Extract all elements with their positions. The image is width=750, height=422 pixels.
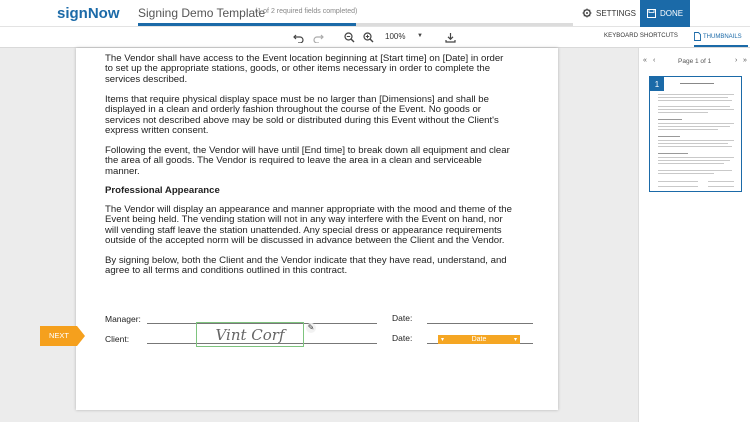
document-icon [694,32,701,41]
zoom-out-button[interactable] [342,30,356,45]
zoom-out-icon [344,32,355,43]
thumbnail-text-line [658,186,698,187]
date-field-label: Date [471,336,487,343]
next-field-button[interactable] [40,326,85,346]
done-label: DONE [659,9,684,18]
thumbnail-text-line [658,143,728,144]
section-heading: Professional Appearance [105,185,220,196]
thumbnail-text-line [658,173,714,174]
gear-icon [582,8,592,18]
client-label: Client: [105,334,130,344]
done-button[interactable] [640,0,690,27]
thumbnail-text-line [658,123,734,124]
manager-label: Manager: [105,314,141,324]
thumbnail-text-line [658,106,730,107]
thumbnail-text-line [658,97,728,98]
undo-icon [293,33,304,43]
zoom-in-icon [363,32,374,43]
client-signature-field[interactable]: Vint Corf [196,322,304,347]
paragraph-agreement: By signing below, both the Client and the Vendor indicate that they have read, understand, and agree to all terms and conditions outlined in this contract. [105,255,507,277]
thumbnails-tab[interactable] [694,32,742,41]
settings-button[interactable] [582,8,636,18]
thumbnail-text-line [708,186,734,187]
redo-button[interactable] [311,30,325,45]
manager-date-line [427,323,533,324]
thumbnail-text-line [658,126,730,127]
page-indicator: Page 1 of 1 [678,58,712,65]
next-label: NEXT [48,331,69,340]
thumbnail-text-line [658,136,680,137]
progress-bar [138,23,573,26]
paragraph-setup: The Vendor shall have access to the Event location beginning at [Start time] on [Date] in order to set up the appropriate stations, goods, or other items necessary in order to complete the services described. [105,53,504,85]
thumbnail-text-line [708,181,734,182]
thumbnail-text-line [658,94,734,95]
thumbnail-text-line [680,83,714,84]
date-label-manager: Date: [392,313,413,323]
thumbnail-text-line [658,100,732,101]
field-handle-right-icon: ▾ [513,337,517,343]
download-button[interactable] [443,30,457,45]
first-page-icon[interactable]: « [643,57,647,64]
page-thumbnail[interactable] [649,76,742,192]
progress-bar-fill [138,23,356,26]
save-icon [647,9,656,18]
thumbnail-text-line [658,140,734,141]
last-page-icon[interactable]: » [743,57,747,64]
thumbnails-label: THUMBNAILS [703,33,742,40]
signnow-logo[interactable]: signNow [57,5,120,22]
page-navigation [639,57,750,67]
thumbnail-text-line [658,112,708,113]
edit-signature-icon[interactable]: ✎ [307,323,315,332]
next-page-icon[interactable]: › [735,57,738,64]
thumbnail-text-line [658,153,688,154]
required-fields-progress: (1 of 2 required fields completed) [255,8,358,15]
thumbnail-page-number: 1 [650,77,664,91]
thumbnail-text-line [658,163,724,164]
date-label-client: Date: [392,333,413,343]
thumbnail-text-line [658,170,732,171]
top-bar [0,0,750,27]
thumbnail-text-line [658,129,718,130]
download-icon [445,32,456,43]
paragraph-breakdown: Following the event, the Vendor will have until [End time] to break down all equipment and clear the area of all goods. The Vendor is required to leave the area in a clean and serviceable manner. [105,145,510,177]
document-title: Signing Demo Template [138,6,266,20]
thumbnails-panel [638,48,750,422]
toolbar [0,27,750,48]
paragraph-appearance: The Vendor will display an appearance and manner appropriate with the mood and theme of the Event being held. The vending station will not in any way interfere with the Event on hand, nor will vending staff leave the station unattended. Any special dress or appearance requirements outside of the accepted norm will be discussed in advance between the Client and the Vendor. [105,204,512,247]
date-input-field[interactable] [438,335,520,344]
undo-button[interactable] [291,30,305,45]
zoom-level[interactable]: 100% [385,32,406,41]
thumbnail-text-line [658,109,734,110]
zoom-in-button[interactable] [361,30,375,45]
thumbnails-tab-indicator [694,45,748,47]
document-page [76,48,558,410]
thumbnail-text-line [658,146,732,147]
thumbnail-text-line [658,119,682,120]
keyboard-shortcuts-link[interactable]: KEYBOARD SHORTCUTS [604,33,679,39]
paragraph-display-space: Items that require physical display space must be no larger than [Dimensions] and shall be displayed in a clean and orderly fashion throughout the course of the Event. No goods or services not described above may be sold or distributed during this Event without the Client's express written consent. [105,94,499,137]
previous-page-icon[interactable]: ‹ [653,57,656,64]
redo-icon [313,33,324,43]
thumbnail-text-line [658,181,698,182]
field-handle-left-icon: ▾ [441,337,445,343]
settings-label: SETTINGS [596,8,637,18]
zoom-dropdown-icon[interactable]: ▼ [417,33,423,39]
thumbnail-text-line [658,157,734,158]
thumbnail-text-line [658,160,730,161]
